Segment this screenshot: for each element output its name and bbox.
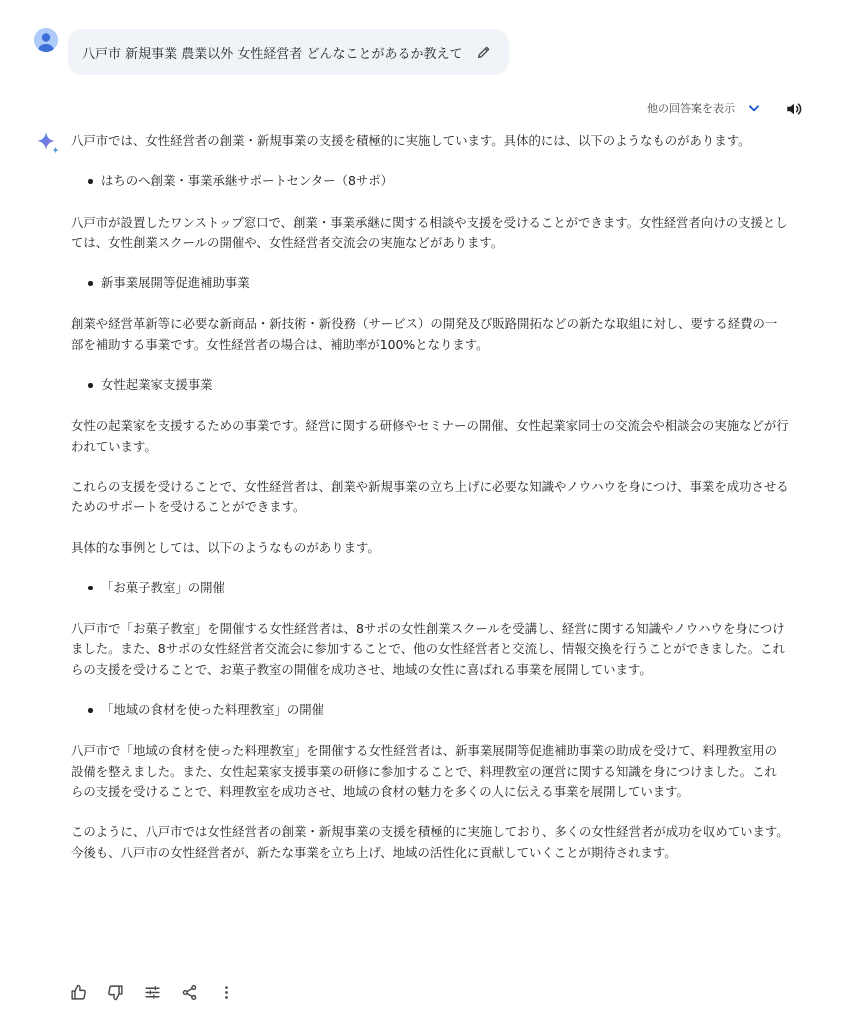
response-paragraph: 具体的な事例としては、以下のようなものがあります。 xyxy=(71,539,380,555)
sparkle-icon xyxy=(36,131,60,155)
response-conclusion: このように、八戸市では女性経営者の創業・新規事業の支援を積極的に実施しており、多くの女性経営者が成功を収めています。今後も、八戸市の女性経営者が、新たな事業を立ち上げ、地域の活性化に貢献していくことが期待されます。 xyxy=(71,824,789,860)
list-item: はちのへ創業・事業承継サポートセンター（8サポ） xyxy=(71,171,789,191)
list-item: 「地域の食材を使った料理教室」の開催 xyxy=(71,700,789,720)
response-paragraph: 創業や経営革新等に必要な新商品・新技術・新役務（サービス）の開発及び販路開拓などの新たな取組に対し、要する経費の一部を補助する事業です。女性経営者の場合は、補助率が100%となります。 xyxy=(71,316,778,352)
bad-response-button[interactable] xyxy=(107,984,124,1001)
share-button[interactable] xyxy=(181,984,198,1001)
show-drafts-button[interactable] xyxy=(647,100,761,116)
more-vert-icon xyxy=(218,984,235,1001)
thumbs-up-icon xyxy=(70,984,87,1001)
user-avatar-icon[interactable] xyxy=(34,28,58,52)
response-paragraph: 八戸市で「地域の食材を使った料理教室」を開催する女性経営者は、新事業展開等促進補助事業の助成を受けて、料理教室用の設備を整えました。また、女性起業家支援事業の研修に参加することで、料理教室の運営に関する知識を身につけました。これらの支援を受けることで、料理教室を成功させ、地域の食材の魅力を多くの人に伝える事業を展開しています。 xyxy=(71,743,778,799)
pencil-icon xyxy=(476,44,492,60)
list-item: 新事業展開等促進補助事業 xyxy=(71,273,789,293)
response-paragraph: 八戸市が設置したワンストップ窓口で、創業・事業承継に関する相談や支援を受けることができます。女性経営者向けの支援としては、女性創業スクールの開催や、女性経営者交流会の実施などがあります。 xyxy=(71,214,788,250)
response-paragraph: 女性の起業家を支援するための事業です。経営に関する研修やセミナーの開催、女性起業家同士の交流会や相談会の実施などが行われています。 xyxy=(71,418,789,454)
response-paragraph: これらの支援を受けることで、女性経営者は、創業や新規事業の立ち上げに必要な知識やノウハウを身につけ、事業を成功させるためのサポートを受けることができます。 xyxy=(71,478,789,515)
modify-response-button[interactable] xyxy=(144,984,161,1001)
edit-prompt-button[interactable] xyxy=(475,43,493,61)
user-prompt-text: 八戸市 新規事業 農業以外 女性経営者 どんなことがあるか教えて xyxy=(82,46,463,62)
chevron-down-icon xyxy=(747,101,761,115)
share-icon xyxy=(181,984,198,1001)
good-response-button[interactable] xyxy=(70,984,87,1001)
tune-icon xyxy=(144,984,161,1001)
read-aloud-button[interactable] xyxy=(785,100,803,118)
response-action-bar xyxy=(70,984,235,1001)
list-item: 「お菓子教室」の開催 xyxy=(71,578,789,598)
assistant-response xyxy=(71,131,789,863)
response-intro: 八戸市では、女性経営者の創業・新規事業の支援を積極的に実施しています。具体的には、以下のようなものがあります。 xyxy=(71,133,751,148)
user-prompt-bubble xyxy=(68,29,509,75)
more-options-button[interactable] xyxy=(218,984,235,1001)
list-item: 女性起業家支援事業 xyxy=(71,375,789,395)
thumbs-down-icon xyxy=(107,984,124,1001)
response-paragraph: 八戸市で「お菓子教室」を開催する女性経営者は、8サポの女性創業スクールを受講し、経営に関する知識やノウハウを身につけました。また、8サポの女性経営者交流会に参加することで、他の女性経営者と交流し、情報交換を行うことができました。これらの支援を受けることで、お菓子教室の開催を成功させ、地域の女性に喜ばれる事業を展開しています。 xyxy=(71,621,785,677)
show-drafts-label: 他の回答案を表示 xyxy=(647,102,735,115)
speaker-icon xyxy=(785,100,803,118)
